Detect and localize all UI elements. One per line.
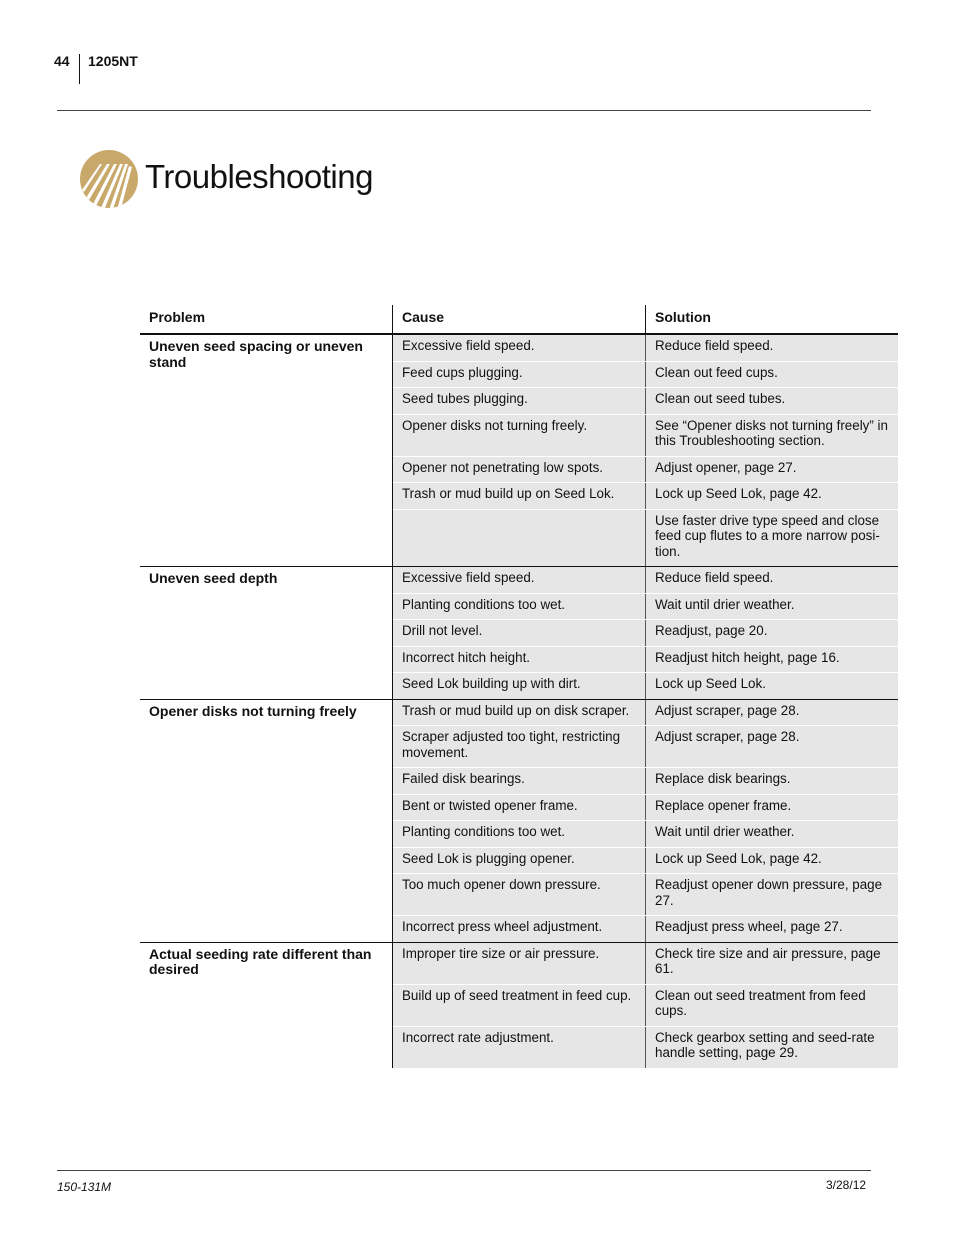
solution-cell: Reduce field speed.	[646, 567, 899, 594]
table-body	[140, 334, 898, 1068]
problem-cell: Opener disks not turning freely	[140, 699, 393, 942]
cause-cell: Bent or twisted opener frame.	[393, 794, 646, 821]
model-name: 1205NT	[88, 53, 138, 69]
cause-cell: Seed Lok building up with dirt.	[393, 673, 646, 700]
cause-cell: Excessive field speed.	[393, 334, 646, 361]
solution-cell: Lock up Seed Lok, page 42.	[646, 847, 899, 874]
solution-cell: Check tire size and air pressure, page 61.	[646, 942, 899, 984]
cause-cell: Build up of seed treatment in feed cup.	[393, 984, 646, 1026]
cause-cell: Seed tubes plugging.	[393, 388, 646, 415]
solution-cell: See “Opener disks not turning freely” in this Troubleshooting section.	[646, 414, 899, 456]
solution-cell: Check gearbox setting and seed-rate handle setting, page 29.	[646, 1026, 899, 1068]
cause-cell: Seed Lok is plugging opener.	[393, 847, 646, 874]
cause-cell: Improper tire size or air pressure.	[393, 942, 646, 984]
solution-cell: Readjust hitch height, page 16.	[646, 646, 899, 673]
header-divider	[79, 54, 80, 84]
great-plains-logo-icon	[80, 150, 138, 208]
cause-cell: Trash or mud build up on disk scraper.	[393, 699, 646, 726]
footer-rule	[57, 1170, 871, 1171]
solution-cell: Lock up Seed Lok, page 42.	[646, 483, 899, 510]
cause-cell: Drill not level.	[393, 620, 646, 647]
solution-cell: Use faster drive type speed and close feed cup flutes to a more narrow posi-tion.	[646, 509, 899, 567]
page-title: Troubleshooting	[145, 158, 373, 195]
solution-cell: Replace disk bearings.	[646, 768, 899, 795]
cause-cell: Trash or mud build up on Seed Lok.	[393, 483, 646, 510]
solution-cell: Adjust scraper, page 28.	[646, 699, 899, 726]
solution-cell: Readjust press wheel, page 27.	[646, 916, 899, 943]
cause-cell: Opener disks not turning freely.	[393, 414, 646, 456]
solution-cell: Lock up Seed Lok.	[646, 673, 899, 700]
solution-cell: Adjust scraper, page 28.	[646, 726, 899, 768]
problem-cell: Uneven seed spacing or uneven stand	[140, 334, 393, 567]
solution-cell: Clean out seed tubes.	[646, 388, 899, 415]
document-number: 150-131M	[57, 1180, 112, 1194]
solution-cell: Readjust, page 20.	[646, 620, 899, 647]
cause-cell: Incorrect hitch height.	[393, 646, 646, 673]
column-header-cause: Cause	[393, 305, 646, 334]
table-row	[140, 942, 898, 984]
solution-cell: Wait until drier weather.	[646, 821, 899, 848]
solution-cell: Wait until drier weather.	[646, 593, 899, 620]
cause-cell: Scraper adjusted too tight, restricting movement.	[393, 726, 646, 768]
solution-cell: Clean out feed cups.	[646, 361, 899, 388]
cause-cell: Excessive field speed.	[393, 567, 646, 594]
cause-cell: Feed cups plugging.	[393, 361, 646, 388]
cause-cell: Too much opener down pressure.	[393, 874, 646, 916]
solution-cell: Adjust opener, page 27.	[646, 456, 899, 483]
page-number: 44	[54, 53, 70, 69]
table-header-row	[140, 305, 898, 334]
solution-cell: Readjust opener down pressure, page 27.	[646, 874, 899, 916]
solution-cell: Replace opener frame.	[646, 794, 899, 821]
cause-cell: Incorrect press wheel adjustment.	[393, 916, 646, 943]
table-row	[140, 334, 898, 361]
cause-cell	[393, 509, 646, 567]
table-row	[140, 699, 898, 726]
solution-cell: Reduce field speed.	[646, 334, 899, 361]
cause-cell: Failed disk bearings.	[393, 768, 646, 795]
troubleshooting-table	[140, 305, 898, 1068]
cause-cell: Incorrect rate adjustment.	[393, 1026, 646, 1068]
solution-cell: Clean out seed treatment from feed cups.	[646, 984, 899, 1026]
problem-cell: Actual seeding rate different than desired	[140, 942, 393, 1068]
column-header-solution: Solution	[646, 305, 899, 334]
problem-cell: Uneven seed depth	[140, 567, 393, 700]
table-row	[140, 567, 898, 594]
cause-cell: Planting conditions too wet.	[393, 593, 646, 620]
revision-date: 3/28/12	[826, 1178, 867, 1192]
column-header-problem: Problem	[140, 305, 393, 334]
cause-cell: Opener not penetrating low spots.	[393, 456, 646, 483]
cause-cell: Planting conditions too wet.	[393, 821, 646, 848]
header-rule	[57, 110, 871, 111]
